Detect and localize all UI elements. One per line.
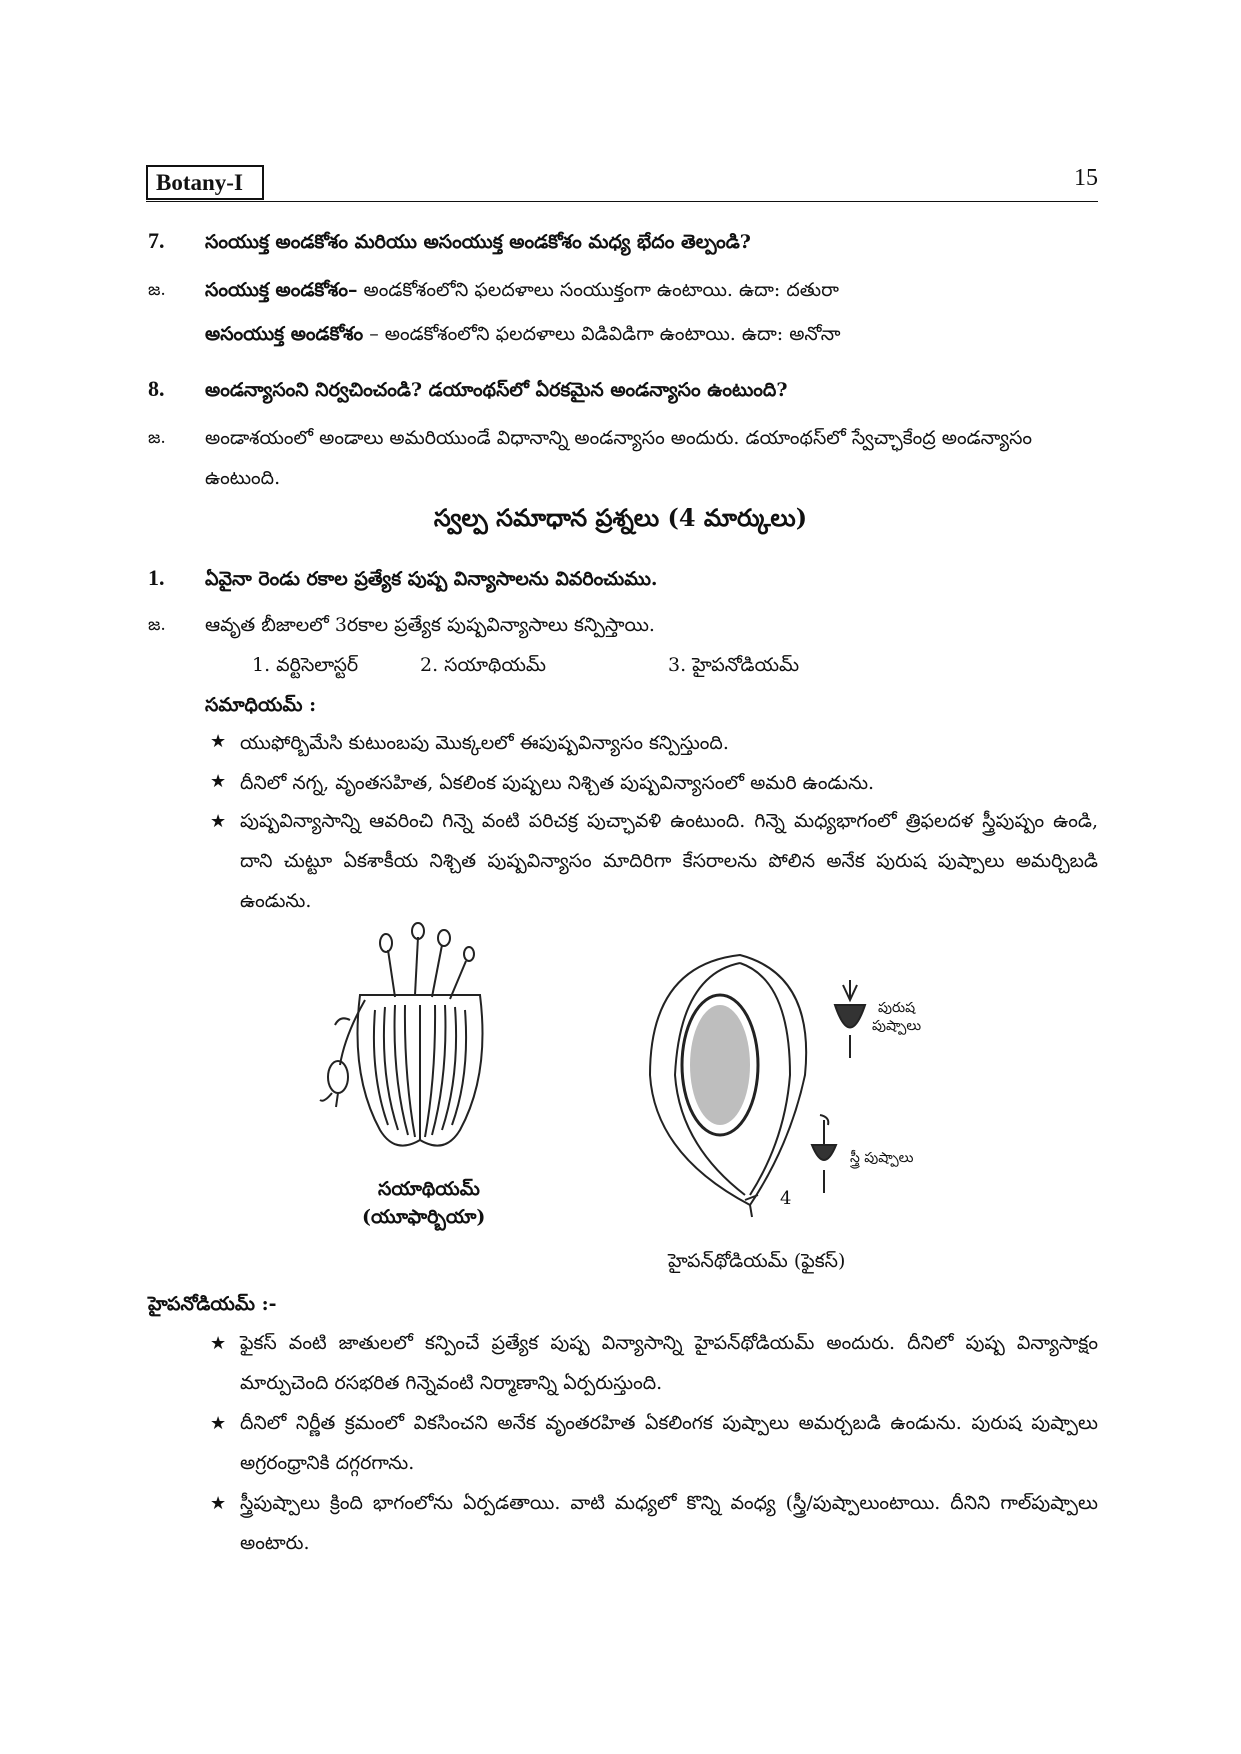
syncarpous-definition: అండకోశంలోని ఫలదళాలు సంయుక్తంగా ఉంటాయి. ఉదా: దతురా: [357, 279, 839, 301]
sq1-answer-marker: జ.: [148, 615, 166, 635]
cyathium-heading: సమాధియమ్ :: [205, 694, 317, 716]
cyathium-point-3: పుష్పవిన్యాసాన్ని ఆవరించి గిన్నె వంటి పరిచక్ర పుచ్ఛావళి ఉంటుంది. గిన్నె మధ్యభాగంలో త్రిఫలదళ స్త్రీపుష్పం ఉండి, దాని చుట్టూ ఏకశాకీయ నిశ్చిత పుష్పవిన్యాసం మాదిరిగా కేసరాలను పోలిన అనేక పురుష పుష్పాలు అమర్చిబడి ఉండును.: [240, 810, 1098, 912]
type-hypanthodium: 3. హైపనోడియమ్: [668, 654, 800, 676]
male-flower-icon: [825, 980, 875, 1060]
subject-title: Botany-I: [146, 165, 264, 200]
type-verticillaster: 1. వర్టిసెలాస్టర్: [252, 654, 359, 676]
section-heading: స్వల్ప సమాధాన ప్రశ్నలు (4 మార్కులు): [433, 503, 808, 532]
apocarpous-term: అసంయుక్త అండకోశం: [205, 323, 364, 345]
cyathium-figure-label: సయాథియమ్: [378, 1178, 480, 1200]
cyathium-figure: [320, 925, 520, 1180]
q7-answer-line-2: [205, 320, 840, 348]
sq1-intro: ఆవృత బీజాలలో 3రకాల ప్రత్యేక పుష్పవిన్యాసాలు కన్పిస్తాయి.: [205, 614, 655, 636]
type-cyathium: 2. సయాథియమ్: [420, 654, 546, 676]
hypanthodium-point-2: దీనిలో నిర్ణీత క్రమంలో వికసించని అనేక వృంతరహిత ఏకలింగక పుష్పాలు అమర్చబడి ఉండును. పురుష పుష్పాలు అగ్రరంధ్రానికి దగ్గరగాను.: [240, 1412, 1098, 1474]
bullet-star-icon: ★: [210, 1413, 227, 1434]
sq1-question: ఏవైనా రెండు రకాల ప్రత్యేక పుష్ప విన్యాసాలను వివరించుము.: [205, 568, 658, 590]
sq1-number: 1.: [148, 565, 165, 590]
cyathium-point-1: యుఫోర్బిమేసి కుటుంబపు మొక్కలలో ఈపుష్పవిన్యాసం కన్పిస్తుంది.: [240, 732, 729, 754]
bullet-star-icon: ★: [210, 811, 227, 832]
cyathium-figure-sublabel: (యూఫార్బియా): [362, 1206, 486, 1228]
q8-answer: అండాశయంలో అండాలు అమరియుండే విధానాన్ని అండన్యాసం అందురు. డయాంథస్‌లో స్వేచ్ఛాకేంద్ర అండన్యాసం ఉంటుంది.: [205, 427, 1033, 489]
syncarpous-term: సంయుక్త అండకోశం–: [205, 279, 358, 301]
female-flower-label: స్త్రీ పుష్పాలు: [850, 1150, 914, 1166]
cyathium-point-2: దీనిలో నగ్న, వృంతసహిత, ఏకలింక పుష్పలు నిశ్చిత పుష్పవిన్యాసంలో అమరి ఉండును.: [240, 772, 875, 794]
bullet-star-icon: ★: [210, 771, 227, 792]
bullet-star-icon: ★: [210, 1333, 227, 1354]
male-flower-label-2: పుష్పాలు: [872, 1018, 922, 1034]
q7-question: సంయుక్త అండకోశం మరియు అసంయుక్త అండకోశం మధ్య భేదం తెల్పండి?: [205, 231, 751, 253]
hypanthodium-heading: హైపనోడియమ్ :-: [148, 1293, 277, 1315]
q7-number: 7.: [148, 228, 165, 253]
q8-question: అండన్యాసంని నిర్వచించండి? డయాంథస్‌లో ఏరకమైన అండన్యాసం ఉంటుంది?: [205, 379, 788, 401]
apocarpous-definition: – అండకోశంలోని ఫలదళాలు విడివిడిగా ఉంటాయి. ఉదా: అనోనా: [363, 323, 841, 345]
hypanthodium-figure-caption: హైపన్‌థోడియమ్ (ఫైకస్): [668, 1250, 846, 1272]
hypanthodium-point-1: ఫైకస్ వంటి జాతులలో కన్పించే ప్రత్యేక పుష్ప విన్యాసాన్ని హైపన్‌థోడియమ్ అందురు. దీనిలో పుష్ప విన్యాసాక్షం మార్పుచెంది రసభరిత గిన్నెవంటి నిర్మాణాన్ని ఏర్పరుస్తుంది.: [240, 1332, 1098, 1394]
q7-answer-marker: జ.: [148, 280, 166, 300]
header-rule: [146, 201, 1098, 202]
page-number: 15: [1074, 165, 1098, 191]
q8-number: 8.: [148, 376, 165, 401]
q8-answer-marker: జ.: [148, 428, 166, 448]
bullet-star-icon: ★: [210, 1493, 227, 1514]
female-flower-icon: [800, 1115, 850, 1195]
hypanthodium-point-3: స్త్రీపుష్పాలు క్రింది భాగంలోను ఏర్పడతాయి. వాటి మధ్యలో కొన్ని వంధ్య (స్త్రీ/పుష్పాలుంటాయి. దీనిని గాల్‌పుష్పాలు అంటారు.: [240, 1492, 1098, 1554]
bullet-star-icon: ★: [210, 731, 227, 752]
male-flower-label: పురుష: [878, 1000, 916, 1016]
page-header: [146, 165, 1098, 202]
figure-callout-number: 4: [780, 1188, 792, 1209]
q7-answer-line-1: [205, 276, 839, 304]
